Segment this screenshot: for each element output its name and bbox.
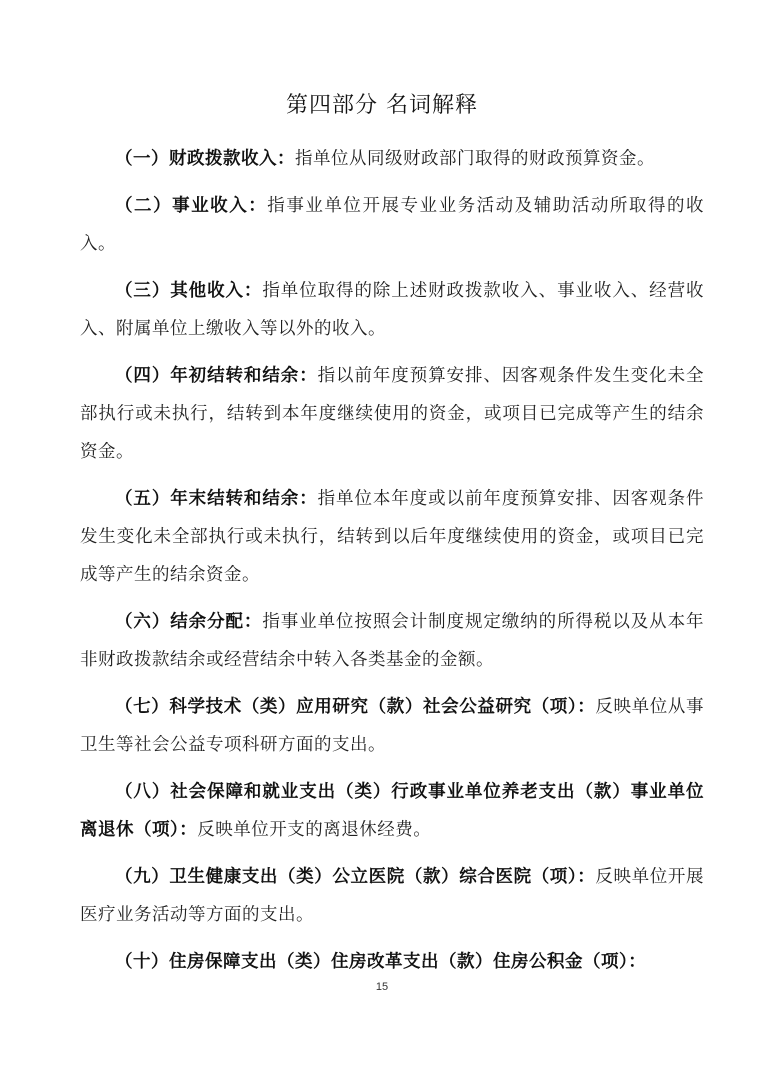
entry-definition: 反映单位开展医疗业务活动等方面的支出。 (80, 867, 705, 925)
entry-definition: 指单位本年度或以前年度预算安排、因客观条件发生变化未全部执行或未执行，结转到以后年度继续使用的资金，或项目已完成等产生的结余资金。 (80, 489, 705, 585)
glossary-entry-6 (80, 603, 704, 679)
entry-definition: 指以前年度预算安排、因客观条件发生变化未全部执行或未执行，结转到本年度继续使用的资金，或项目已完成等产生的结余资金。 (80, 366, 705, 462)
glossary-entry-1 (80, 140, 704, 178)
glossary-entry-10 (80, 943, 704, 981)
glossary-entry-8 (80, 773, 704, 849)
glossary-entry-3 (80, 272, 704, 348)
glossary-entry-7 (80, 688, 704, 764)
glossary-list (80, 140, 704, 990)
entry-definition: 反映单位开支的离退休经费。 (197, 820, 432, 840)
entry-definition: 指单位从同级财政部门取得的财政预算资金。 (295, 149, 655, 169)
entry-term: （三）其他收入： (115, 281, 263, 301)
entry-term: （二）事业收入： (115, 196, 268, 216)
entry-definition: 反映单位从事卫生等社会公益专项科研方面的支出。 (80, 697, 705, 755)
entry-definition: 指事业单位开展专业业务活动及辅助活动所取得的收入。 (80, 196, 705, 254)
entry-term: （十）住房保障支出（类）住房改革支出（款）住房公积金（项）： (115, 952, 647, 972)
glossary-entry-2 (80, 187, 704, 263)
page-title: 第四部分 名词解释 (286, 93, 478, 118)
entry-term: （四）年初结转和结余： (115, 366, 318, 386)
entry-term: （六）结余分配： (115, 612, 263, 632)
entry-term: （一）财政拨款收入： (115, 149, 295, 169)
entry-definition: 指事业单位按照会计制度规定缴纳的所得税以及从本年非财政拨款结余或经营结余中转入各类基金的金额。 (80, 612, 705, 670)
entry-term: （五）年末结转和结余： (115, 489, 318, 509)
page-number: 15 (375, 981, 389, 993)
entry-term: （七）科学技术（类）应用研究（款）社会公益研究（项）： (115, 697, 596, 717)
entry-term: （八）社会保障和就业支出（类）行政事业单位养老支出（款）事业单位离退休（项）： (80, 782, 704, 840)
glossary-entry-4 (80, 357, 704, 471)
glossary-entry-9 (80, 858, 704, 934)
entry-term: （九）卫生健康支出（类）公立医院（款）综合医院（项）： (115, 867, 596, 887)
glossary-entry-5 (80, 480, 704, 594)
entry-definition: 指单位取得的除上述财政拨款收入、事业收入、经营收入、附属单位上缴收入等以外的收入。 (80, 281, 705, 339)
